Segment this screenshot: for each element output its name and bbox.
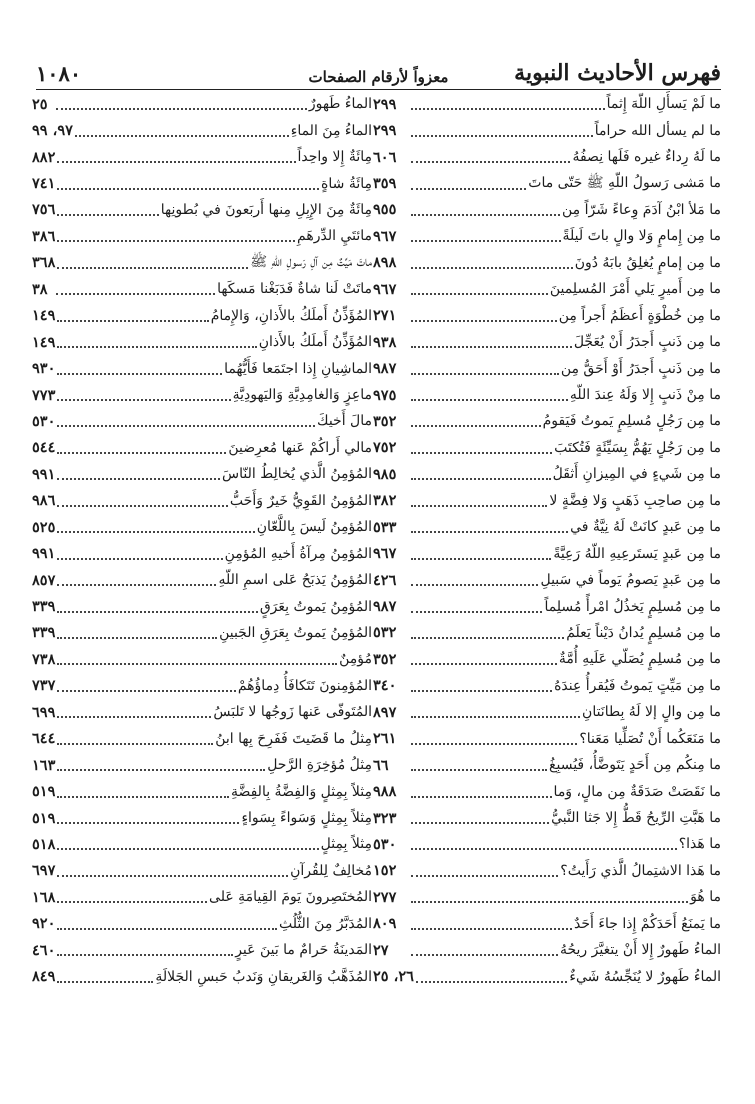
entry-text: الماشِيانِ إِذا اجتَمَعا فَأَيُّهُما	[224, 360, 372, 377]
entry-text: ما مِن ذَنبٍ أَجدَرُ أَوْ أَحَقُّ مِن	[560, 360, 721, 377]
entry-text: مائتَيِ الدِّرهَمِ	[297, 228, 372, 245]
index-entry	[32, 329, 372, 355]
index-entry	[373, 752, 721, 778]
entry-page-number: ٥٣٠	[32, 412, 56, 430]
index-entry	[32, 963, 372, 989]
index-entry	[373, 329, 721, 355]
dot-leader	[411, 161, 570, 163]
index-entry	[32, 223, 372, 249]
index-entry	[32, 937, 372, 963]
index-entry	[32, 514, 372, 540]
entry-page-number: ٧٥٢	[373, 439, 397, 457]
entry-text: مِثلاً بِمِثلٍ وَالفِضَّةُ بِالفِضَّةِ	[230, 783, 372, 800]
entry-text: ماتَ مَيِّتٌ مِن آلِ رَسولِ اللّهِ ﷺ	[250, 253, 372, 270]
index-entry	[373, 144, 721, 170]
entry-text: ما هَبَّتِ الرِّيحُ قَطُّ إِلا جَثا النَّبيُّ	[551, 810, 721, 827]
entry-page-number: ٦٦	[373, 756, 389, 774]
entry-text: مِثلاً بِمِثلٍ	[320, 836, 372, 853]
index-entry	[373, 408, 721, 434]
dot-leader	[75, 135, 289, 137]
entry-page-number: ٢٦١	[373, 730, 397, 748]
page-number: ١٠٨٠	[36, 61, 82, 86]
entry-text: ما مِن صاحِبِ ذَهَبٍ وَلا فِضَّةٍ لا	[549, 492, 721, 509]
entry-text: الماءُ طَهورٌ	[308, 96, 372, 113]
entry-page-number: ٧٤١	[32, 175, 56, 193]
entry-page-number: ٩٨٥	[373, 465, 397, 483]
entry-page-number: ٩٧، ٩٩	[32, 122, 73, 140]
entry-page-number: ٢٧٧	[373, 888, 397, 906]
entry-text: الماءُ مِنَ الماءِ	[290, 122, 372, 139]
entry-text: مُخالِفٌ لِلقُرآنِ	[290, 862, 372, 879]
dot-leader	[57, 478, 220, 480]
index-entry	[32, 752, 372, 778]
entry-text: مِائَةٌ إِلا واحِداً	[297, 149, 372, 166]
index-entry	[373, 223, 721, 249]
entry-page-number: ٢٩٩	[373, 95, 397, 113]
index-entry	[373, 673, 721, 699]
index-entry	[32, 726, 372, 752]
entry-text: المُؤمِنونَ تَتَكافَأُ دِماؤُهُمْ	[237, 677, 372, 694]
index-entry	[373, 91, 721, 117]
index-entry	[373, 170, 721, 196]
entry-text: المُؤمِنُ يَذبَحُ عَلى اسمِ اللّهِ	[218, 572, 372, 589]
entry-text: مالَ أَخيكَ	[317, 413, 372, 430]
dot-leader	[57, 558, 222, 560]
dot-leader	[57, 690, 235, 692]
entry-page-number: ٦٩٧	[32, 862, 56, 880]
index-entry	[373, 250, 721, 276]
entry-page-number: ٩٦٧	[373, 280, 397, 298]
entry-page-number: ٥١٩	[32, 783, 56, 801]
entry-page-number: ٩٦٧	[373, 545, 397, 563]
dot-leader	[411, 822, 549, 824]
dot-leader	[57, 346, 256, 348]
dot-leader	[57, 901, 207, 903]
dot-leader	[57, 611, 257, 613]
entry-text: ما مِن خُطْوَةٍ أَعظَمُ أَجراً مِن	[558, 307, 721, 324]
header-rule	[36, 89, 721, 90]
entry-text: ما مَلأ ابْنُ آدَمَ وِعاءً شَرّاً مِن	[561, 201, 721, 218]
entry-page-number: ٦٠٦	[373, 148, 397, 166]
entry-text: مُؤمِنٌ	[339, 651, 372, 668]
entry-text: المُذَهَّبُ وَالغَريقانِ وَنَدبُ حَبسِ الجَلالَةِ	[155, 968, 372, 985]
entry-page-number: ٦٤٤	[32, 730, 56, 748]
dot-leader	[57, 954, 233, 956]
index-entry	[373, 593, 721, 619]
entry-text: ماتَتْ لَنا شاةٌ فَدَبَغْنا مَسكَها	[217, 281, 372, 298]
entry-text: المُؤَذِّنُ أَملَكُ بالأَذانِ	[258, 334, 372, 351]
entry-text: ما مِن ذَنبٍ أَجدَرُ أَنْ يُعَجِّلَ	[573, 334, 721, 351]
index-entry	[373, 805, 721, 831]
dot-leader	[411, 769, 547, 771]
index-entry	[32, 805, 372, 831]
index-entry	[32, 699, 372, 725]
entry-text: ما مِن أَميرٍ يَلي أَمْرَ المُسلِمينَ	[549, 281, 721, 298]
entry-text: ما مِنْ ذَنبٍ إِلا وَلَهُ عِندَ اللّهِ	[569, 387, 721, 404]
entry-page-number: ٨٠٩	[373, 915, 397, 933]
entry-page-number: ٤٦٠	[32, 941, 56, 959]
entry-text: ما لَمْ يَسأَلِ اللّهَ إِثماً	[606, 96, 721, 113]
entry-text: ما مِن عَبدٍ يَستَرعِيهِ اللّهُ رَعِيَّةً	[553, 545, 721, 562]
index-entry	[373, 355, 721, 381]
entry-page-number: ٨٨٢	[32, 148, 56, 166]
index-entry	[32, 408, 372, 434]
entry-text: الماءُ طَهورٌ إِلا أَنْ يتغيَّرَ ريحُهُ	[559, 942, 721, 959]
dot-leader	[411, 663, 557, 665]
index-entry	[373, 461, 721, 487]
entry-page-number: ٧٧٣	[32, 386, 56, 404]
entry-text: ما مِن مُسلِمٍ يَخذُلُ امْرأً مُسلِماً	[544, 598, 721, 615]
entry-page-number: ٩٦٧	[373, 227, 397, 245]
dot-leader	[411, 954, 558, 956]
entry-page-number: ٣٤٠	[373, 677, 397, 695]
index-entry	[373, 488, 721, 514]
index-entry	[373, 514, 721, 540]
dot-leader	[411, 796, 552, 798]
entry-page-number: ٩٩١	[32, 465, 56, 483]
dot-leader	[411, 346, 572, 348]
entry-page-number: ٩٨٦	[32, 492, 56, 510]
entry-page-number: ٥٢٥	[32, 518, 56, 536]
dot-leader	[411, 637, 564, 639]
index-entry	[32, 117, 372, 143]
index-entry	[373, 911, 721, 937]
entry-text: ما مِن إمامٍ يُغلِقُ بابَهُ دُونَ	[574, 254, 721, 271]
dot-leader	[411, 505, 547, 507]
entry-page-number: ٣٣٩	[32, 624, 56, 642]
entry-text: مِائَةُ شاةٍ	[321, 175, 372, 192]
entry-page-number: ٣٥٢	[373, 412, 397, 430]
entry-text: ما هُوَ	[690, 889, 721, 906]
entry-page-number: ٣٥٢	[373, 650, 397, 668]
entry-text: ما لَهُ رِداءٌ غيره فَلَها نِصفُهُ	[572, 149, 721, 166]
dot-leader	[57, 875, 288, 877]
dot-leader	[411, 716, 580, 718]
index-entry	[373, 303, 721, 329]
entry-text: المُؤَذِّنُ أَملَكُ بالأَذانِ، وَالإِمامُ	[210, 307, 372, 324]
index-entry	[32, 831, 372, 857]
dot-leader	[57, 769, 265, 771]
dot-leader	[57, 637, 217, 639]
entry-page-number: ٨٥٧	[32, 571, 56, 589]
entry-text: المُؤمِنُ مِرآةُ أَخيهِ المُؤمِنِ	[224, 545, 372, 562]
entry-page-number: ٢٥	[32, 95, 48, 113]
dot-leader	[57, 981, 153, 983]
dot-leader	[411, 531, 568, 533]
entry-page-number: ٢٧١	[373, 307, 397, 325]
index-entry	[373, 382, 721, 408]
dot-leader	[56, 108, 307, 110]
entry-text: مِائَةٌ مِنَ الإِبِلِ مِنها أَربَعونَ في بُطونِها	[160, 201, 372, 218]
dot-leader	[57, 928, 277, 930]
entry-page-number: ٧٣٧	[32, 677, 56, 695]
index-entry	[373, 567, 721, 593]
dot-leader	[411, 901, 688, 903]
index-entry	[32, 884, 372, 910]
entry-text: ما هَذا الاشتِمالُ الَّذي رَأَيتُ؟	[560, 862, 721, 879]
entry-page-number: ٩٨٧	[373, 598, 397, 616]
entry-page-number: ٧٥٦	[32, 201, 56, 219]
dot-leader	[411, 293, 548, 295]
index-entry	[373, 276, 721, 302]
entry-page-number: ٥١٩	[32, 809, 56, 827]
entry-page-number: ٦٩٩	[32, 703, 56, 721]
entry-text: مِثلاً بِمِثلٍ وَسَواءً بِسَواءٍ	[241, 810, 372, 827]
dot-leader	[57, 373, 222, 375]
index-entry	[32, 382, 372, 408]
entry-text: ما مِن رَجُلٍ مُسلِمٍ يَموتُ فَيَقومُ	[542, 413, 721, 430]
dot-leader	[411, 214, 560, 216]
index-entry	[373, 778, 721, 804]
entry-page-number: ٩٣٨	[373, 333, 397, 351]
entry-text: ما مَنَعَكُما أَنْ تُصَلِّيا مَعَنا؟	[579, 730, 721, 747]
entry-page-number: ٣٣٩	[32, 598, 56, 616]
page-header	[36, 58, 721, 86]
running-title: فهرس الأحاديث النبوية	[514, 60, 721, 86]
dot-leader	[57, 584, 216, 586]
entry-page-number: ١٥٢	[373, 862, 397, 880]
entry-text: ما مِن عَبدٍ يَصومُ يَوماً في سَبيلِ	[540, 572, 721, 589]
index-entry	[32, 646, 372, 672]
dot-leader	[57, 822, 239, 824]
dot-leader	[411, 320, 557, 322]
entry-page-number: ٢٦، ٢٥	[373, 968, 414, 986]
index-entry	[32, 673, 372, 699]
index-entry	[373, 884, 721, 910]
entry-page-number: ٢٧	[373, 941, 389, 959]
dot-leader	[411, 848, 677, 850]
dot-leader	[57, 663, 337, 665]
dot-leader	[57, 796, 229, 798]
index-entry	[32, 250, 372, 276]
entry-text: ما مِن مُسلِمٍ يُصَلّي عَلَيهِ أُمَّةٌ	[558, 651, 721, 668]
entry-page-number: ٩٢٠	[32, 915, 56, 933]
entry-page-number: ١٦٣	[32, 756, 56, 774]
dot-leader	[57, 161, 295, 163]
entry-page-number: ٩٨٨	[373, 783, 397, 801]
index-entry	[32, 355, 372, 381]
dot-leader	[57, 399, 230, 401]
index-entry	[373, 831, 721, 857]
entry-text: ما نَقَصَتْ صَدَقَةٌ مِن مالٍ، وَما	[553, 783, 721, 800]
entry-page-number: ٢٩٩	[373, 122, 397, 140]
index-entry	[32, 461, 372, 487]
entry-text: مِثلُ ما قَضَيتَ فَفَرِحَ بِها ابنُ	[215, 730, 372, 747]
entry-page-number: ١٤٩	[32, 307, 56, 325]
index-entry	[32, 567, 372, 593]
index-entry	[32, 620, 372, 646]
dot-leader	[411, 690, 552, 692]
dot-leader	[411, 452, 552, 454]
entry-page-number: ١٤٩	[32, 333, 56, 351]
index-entry	[32, 778, 372, 804]
dot-leader	[57, 214, 158, 216]
entry-page-number: ٤٢٦	[373, 571, 397, 589]
dot-leader	[57, 505, 228, 507]
entry-text: المُدَبَّرُ مِنَ الثُّلُثِ	[278, 915, 372, 932]
dot-leader	[56, 293, 215, 295]
index-entry	[32, 540, 372, 566]
index-entry	[373, 726, 721, 752]
index-entry	[373, 197, 721, 223]
entry-page-number: ٥٤٤	[32, 439, 56, 457]
entry-page-number: ٨٤٩	[32, 968, 56, 986]
entry-text: الماءُ طَهورٌ لا يُنَجِّسُهُ شَيءٌ	[569, 968, 721, 985]
dot-leader	[411, 188, 526, 190]
index-entry	[373, 858, 721, 884]
index-entry	[373, 620, 721, 646]
entry-text: المُتَوفّى عَنها زَوجُها لا تَلبَسُ	[213, 704, 372, 721]
entry-text: ما مِن والٍ إلا لَهُ بِطانَتانِ	[582, 704, 721, 721]
dot-leader	[411, 267, 573, 269]
entry-page-number: ٥٣٣	[373, 518, 397, 536]
entry-page-number: ٥١٨	[32, 835, 56, 853]
dot-leader	[57, 425, 315, 427]
entry-page-number: ٩٧٥	[373, 386, 397, 404]
entry-text: ما مِن مُسلِمٍ يُدانُ دَيْناً يَعلَمُ	[566, 624, 721, 641]
index-entry	[373, 540, 721, 566]
index-entry	[32, 144, 372, 170]
dot-leader	[57, 743, 213, 745]
entry-page-number: ٣٨	[32, 280, 48, 298]
entry-page-number: ٩٨٧	[373, 360, 397, 378]
dot-leader	[411, 478, 551, 480]
entry-text: ما مِن مَيِّتٍ يَموتُ فَيُقرأُ عِندَهُ	[554, 677, 721, 694]
entry-text: ما يَمنَعُ أَحَدَكُمْ إِذا جاءَ أَحَدٌ	[574, 915, 721, 932]
entry-text: ما مِنكُم مِن أَحَدٍ يَتَوضَّأُ، فَيُسبِغُ	[549, 757, 721, 774]
index-entry	[373, 646, 721, 672]
entry-text: المُختَصِرونَ يَومَ القِيامَةِ عَلى	[209, 889, 372, 906]
index-entry	[32, 276, 372, 302]
entry-text: المُؤمِنُ يَموتُ بِعَرَقِ الجَبينِ	[219, 624, 372, 641]
dot-leader	[411, 135, 593, 137]
dot-leader	[411, 743, 577, 745]
entry-text: مالي أَراكُمْ عَنها مُعرِضينَ	[228, 439, 372, 456]
dot-leader	[411, 108, 605, 110]
dot-leader	[411, 373, 559, 375]
entry-text: ما هَذا؟	[678, 836, 721, 853]
index-entry	[373, 937, 721, 963]
entry-text: المُؤمِنُ الَّذي يُخالِطُ النّاسَ	[222, 466, 372, 483]
index-entry	[373, 435, 721, 461]
index-entry	[32, 593, 372, 619]
entry-text: ما مِن إِمامٍ وَلا والٍ باتَ لَيلَةً	[562, 228, 721, 245]
entry-text: المَدينَةُ حَرامٌ ما بَينَ عَيرٍ	[235, 942, 372, 959]
dot-leader	[411, 875, 558, 877]
index-entry	[32, 197, 372, 223]
entry-page-number: ٥٣٢	[373, 624, 397, 642]
index-entry	[373, 699, 721, 725]
entry-text: ما مِن عَبدٍ كانَتْ لَهُ نِيَّةٌ في	[570, 519, 721, 536]
dot-leader	[411, 558, 551, 560]
entry-page-number: ٥٣٠	[373, 835, 397, 853]
entry-page-number: ٣٢٣	[373, 809, 397, 827]
dot-leader	[57, 531, 254, 533]
dot-leader	[57, 452, 226, 454]
dot-leader	[411, 240, 561, 242]
dot-leader	[411, 425, 541, 427]
index-entry	[32, 170, 372, 196]
entry-text: ماعِزٍ وَالغامِدِيَّةِ وَاليَهودِيَّةِ	[232, 387, 372, 404]
entry-text: ما مَشى رَسولُ اللّهِ ﷺ حَتّى ماتَ	[528, 174, 721, 191]
index-column-left	[32, 91, 372, 990]
dot-leader	[411, 611, 542, 613]
index-entry	[32, 488, 372, 514]
index-entry	[373, 117, 721, 143]
dot-leader	[57, 240, 295, 242]
entry-text: المُؤمِنُ لَيسَ بِاللَّعّانِ	[256, 519, 372, 536]
entry-page-number: ٣٥٩	[373, 175, 397, 193]
index-entry	[32, 91, 372, 117]
dot-leader	[416, 981, 568, 983]
entry-text: ما لم يسأل الله حراماً	[594, 122, 721, 139]
index-entry	[373, 963, 721, 989]
entry-page-number: ٩٣٠	[32, 360, 56, 378]
index-entry	[32, 435, 372, 461]
dot-leader	[57, 188, 319, 190]
entry-page-number: ٩٩١	[32, 545, 56, 563]
entry-page-number: ٣٦٨	[32, 254, 56, 272]
running-subtitle: معزواً لأرقام الصفحات	[308, 68, 449, 86]
entry-text: المُؤمِنُ يَموتُ بِعَرَقٍ	[259, 598, 372, 615]
entry-page-number: ٩٥٥	[373, 201, 397, 219]
entry-page-number: ٧٣٨	[32, 650, 56, 668]
entry-page-number: ٣٨٦	[32, 227, 56, 245]
entry-text: ما مِن شَيءٍ في المِيزانِ أَثقَلُ	[552, 466, 721, 483]
index-entry	[32, 858, 372, 884]
entry-text: مِثلُ مُؤخِرَةِ الرَّحلِ	[267, 757, 372, 774]
dot-leader	[57, 320, 208, 322]
dot-leader	[411, 928, 572, 930]
index-column-right	[373, 91, 721, 990]
entry-page-number: ٨٩٧	[373, 703, 397, 721]
index-entry	[32, 303, 372, 329]
entry-text: المُؤمِنُ القَوِيُّ خَيرٌ وَأَحَبُّ	[229, 492, 372, 509]
entry-page-number: ١٦٨	[32, 888, 56, 906]
entry-page-number: ٣٨٢	[373, 492, 397, 510]
dot-leader	[57, 716, 211, 718]
entry-text: ما مِن رَجُلٍ يَهُمُّ بِسَيِّئَةٍ فَتُكتَبَ	[554, 439, 721, 456]
dot-leader	[411, 399, 568, 401]
dot-leader	[57, 267, 248, 269]
index-entry	[32, 911, 372, 937]
entry-page-number: ٨٩٨	[373, 254, 397, 272]
dot-leader	[411, 584, 538, 586]
dot-leader	[57, 848, 318, 850]
